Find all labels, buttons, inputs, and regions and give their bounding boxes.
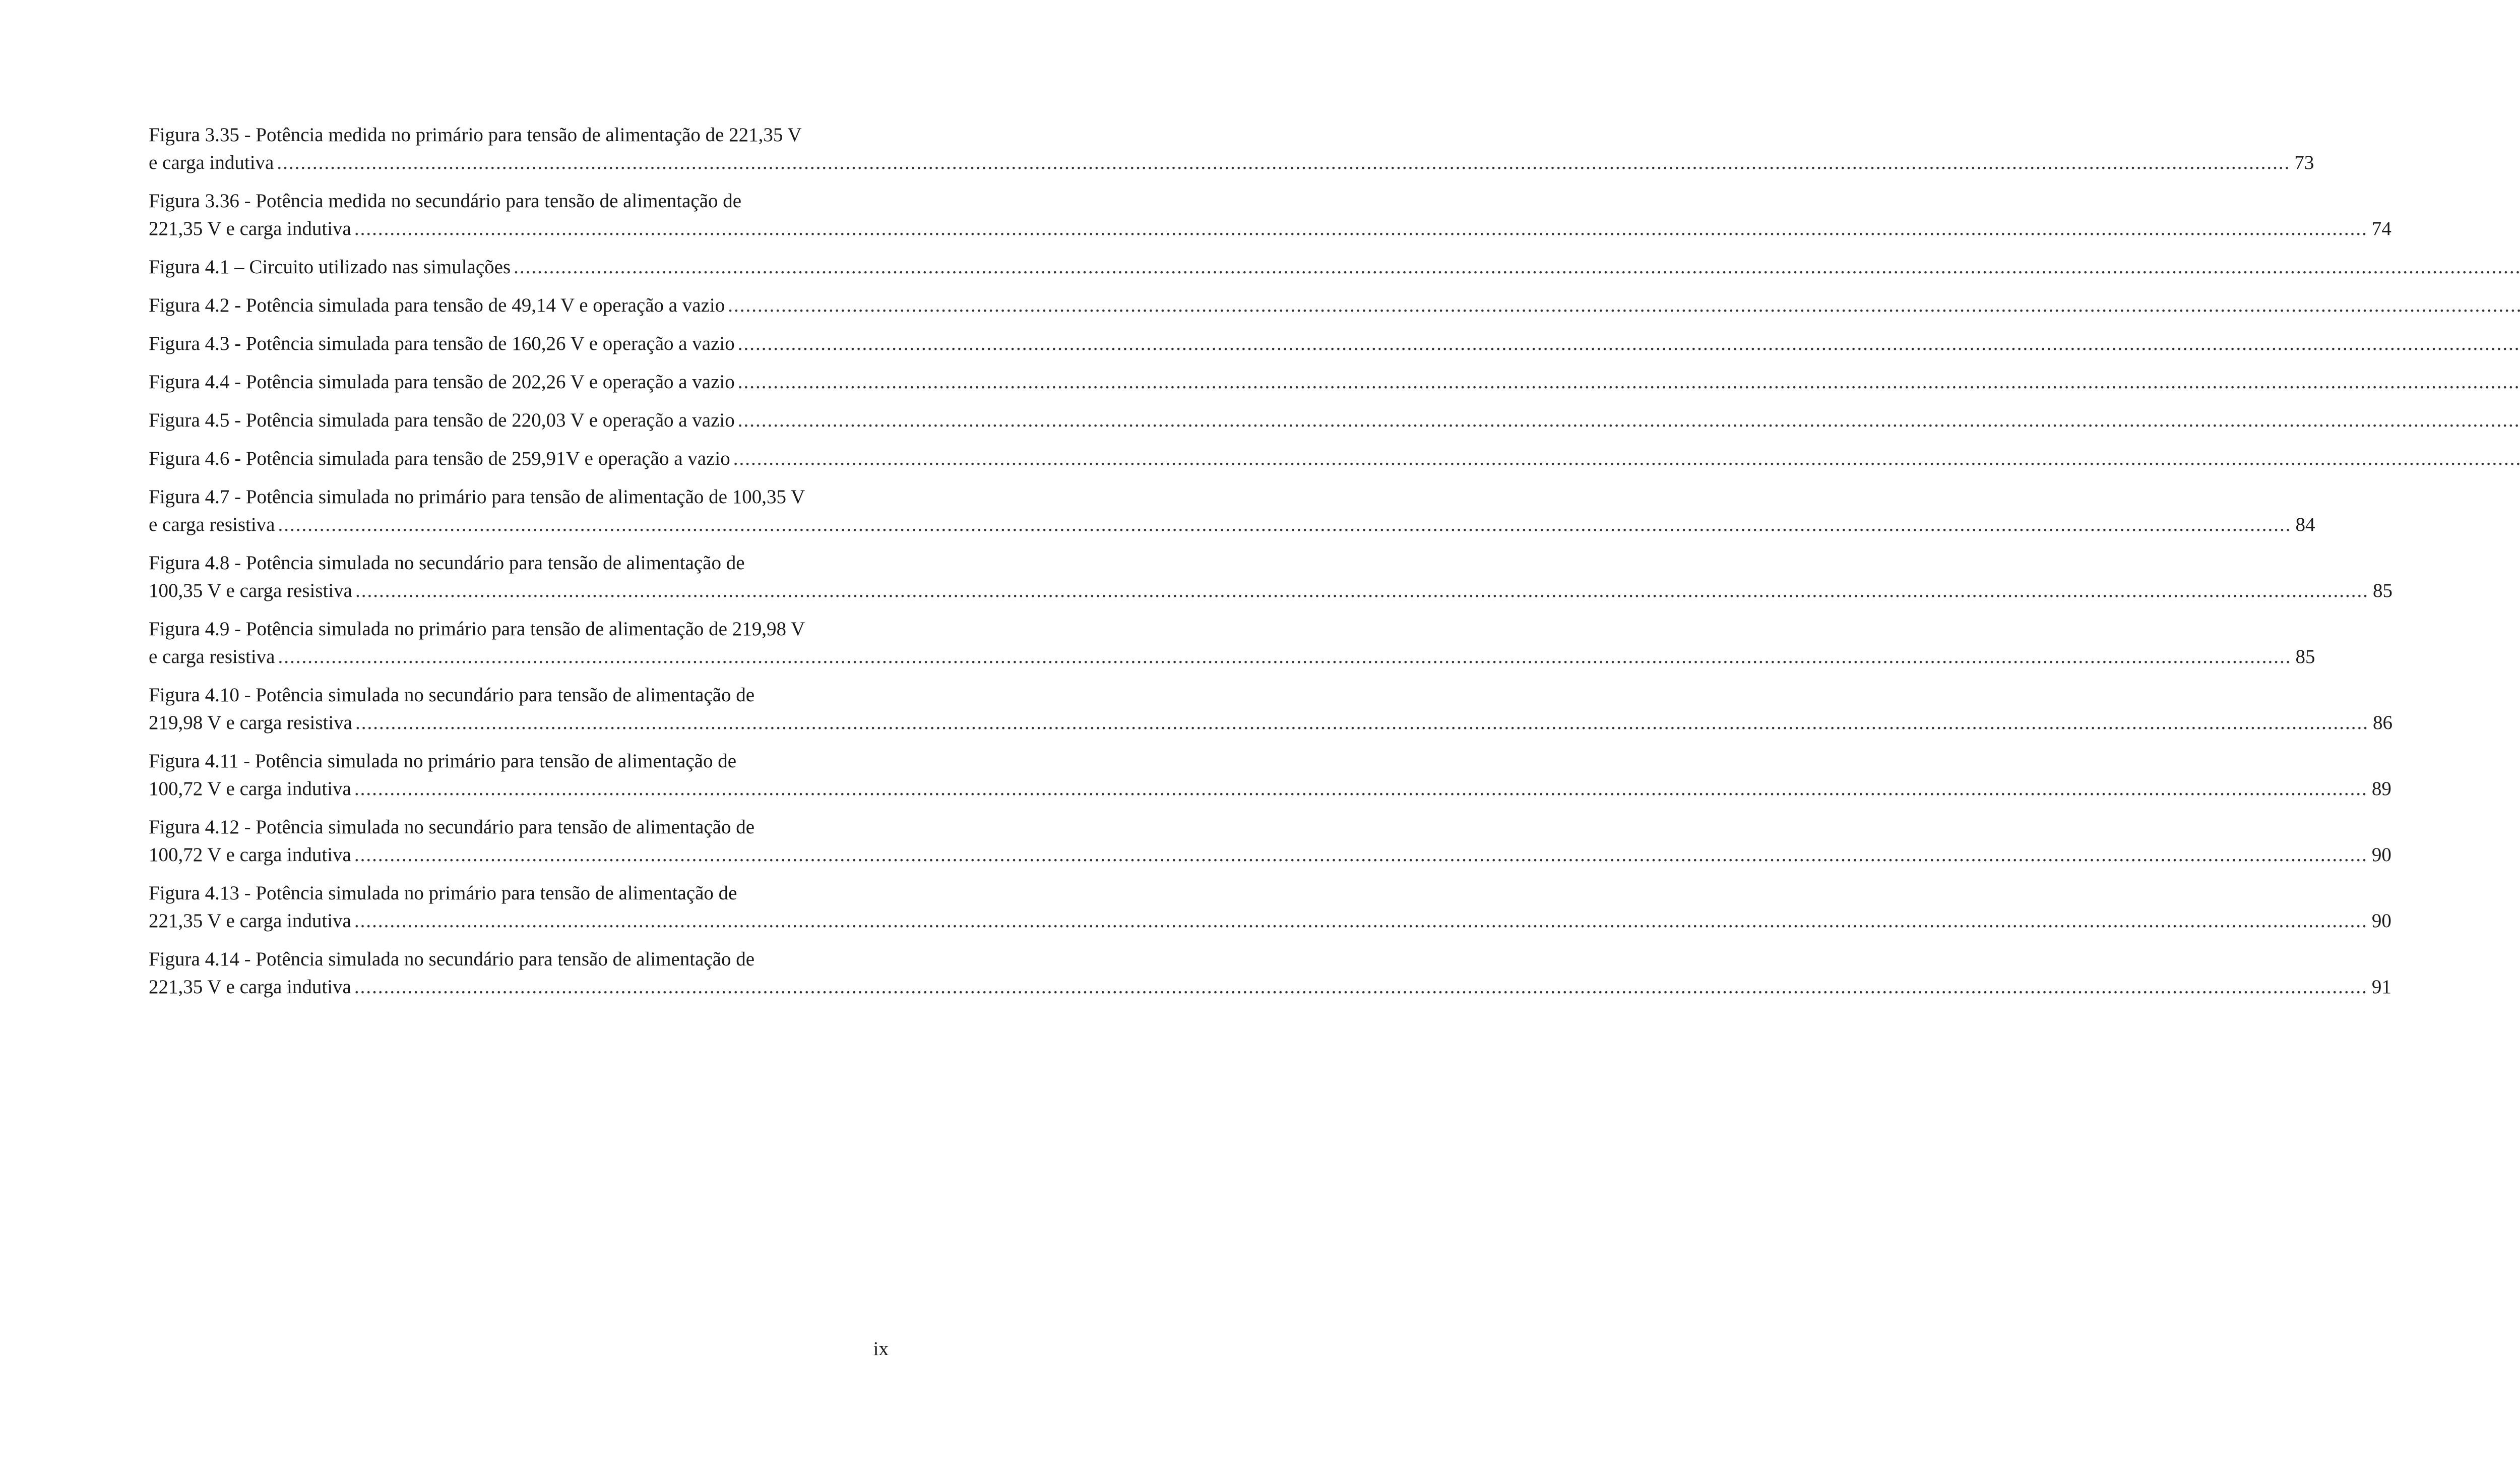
- dot-leader: [354, 973, 2368, 1001]
- toc-entry[interactable]: [149, 747, 2391, 803]
- dot-leader: [514, 253, 2520, 281]
- toc-entry-last-line: [149, 841, 2391, 869]
- toc-entry-last-line: [149, 907, 2391, 935]
- toc-entry[interactable]: [149, 368, 887, 396]
- toc-entry-text: 100,72 V e carga indutiva: [149, 778, 351, 800]
- toc-entry[interactable]: [149, 187, 2391, 242]
- toc-page-number: 85: [2373, 580, 2392, 601]
- toc-entry-text: e carga resistiva: [149, 646, 275, 667]
- toc-entry-text: Figura 4.14 - Potência simulada no secundário para tensão de alimentação de: [149, 948, 755, 970]
- toc-page-number: 85: [2295, 646, 2315, 667]
- toc-entry[interactable]: [149, 445, 887, 472]
- toc-entry[interactable]: [149, 291, 887, 319]
- toc-page-number: 84: [2295, 514, 2315, 535]
- toc-entry-text: Figura 4.3 - Potência simulada para tensão de 160,26 V e operação a vazio: [149, 333, 735, 354]
- toc-entry-text: Figura 4.6 - Potência simulada para tensão de 259,91V e operação a vazio: [149, 448, 730, 469]
- dot-leader: [738, 406, 2520, 434]
- toc-page-number: 90: [2371, 844, 2391, 866]
- toc-entry-text: Figura 4.10 - Potência simulada no secundário para tensão de alimentação de: [149, 684, 755, 706]
- toc-entry[interactable]: [149, 549, 2392, 604]
- toc-entry-last-line: [149, 149, 2314, 176]
- toc-entry-text: Figura 4.7 - Potência simulada no primário para tensão de alimentação de 100,35 V: [149, 486, 805, 508]
- toc-entry-last-line: [149, 406, 887, 434]
- toc-entry-last-line: [149, 775, 2391, 803]
- toc-entry[interactable]: [149, 330, 887, 357]
- toc-entry-text: Figura 4.4 - Potência simulada para tensão de 202,26 V e operação a vazio: [149, 371, 735, 393]
- toc-entry-text: Figura 4.5 - Potência simulada para tensão de 220,03 V e operação a vazio: [149, 409, 735, 431]
- dot-leader: [354, 215, 2368, 242]
- toc-entry-last-line: [149, 511, 2315, 538]
- page-number: ix: [873, 1338, 889, 1360]
- toc-entry[interactable]: [149, 945, 2391, 1001]
- toc-entry-text: Figura 4.8 - Potência simulada no secundário para tensão de alimentação de: [149, 552, 745, 574]
- toc-entry-last-line: [149, 643, 2315, 671]
- toc-page-number: 86: [2373, 712, 2392, 734]
- toc-page-number: 73: [2294, 152, 2314, 173]
- dot-leader: [738, 368, 2520, 396]
- toc-entry-last-line: [149, 973, 2391, 1001]
- toc-entry[interactable]: [149, 406, 887, 434]
- toc-page-number: 91: [2371, 976, 2391, 998]
- toc-entry-last-line: [149, 253, 887, 281]
- toc-entry-text: 219,98 V e carga resistiva: [149, 712, 352, 734]
- dot-leader: [355, 709, 2369, 737]
- toc-entry-text: Figura 4.13 - Potência simulada no primário para tensão de alimentação de: [149, 882, 737, 904]
- toc-entry-last-line: [149, 709, 2392, 737]
- toc-entry-last-line: [149, 291, 887, 319]
- toc-entry-last-line: [149, 330, 887, 357]
- toc-page-number: 74: [2371, 218, 2391, 239]
- toc-entry[interactable]: [149, 253, 887, 281]
- toc-entry-text: 100,72 V e carga indutiva: [149, 844, 351, 866]
- toc-entry-text: Figura 4.12 - Potência simulada no secundário para tensão de alimentação de: [149, 816, 755, 838]
- toc-entry[interactable]: [149, 879, 2391, 935]
- toc-entry[interactable]: [149, 121, 2314, 176]
- dot-leader: [728, 291, 2520, 319]
- toc-entry-text: 221,35 V e carga indutiva: [149, 976, 351, 998]
- toc-entry-text: 221,35 V e carga indutiva: [149, 910, 351, 932]
- dot-leader: [354, 775, 2368, 803]
- toc-page-number: 90: [2371, 910, 2391, 932]
- dot-leader: [354, 841, 2368, 869]
- toc-entry[interactable]: [149, 813, 2391, 869]
- toc-entry-text: Figura 4.2 - Potência simulada para tensão de 49,14 V e operação a vazio: [149, 294, 725, 316]
- dot-leader: [355, 577, 2369, 604]
- toc-entry[interactable]: [149, 615, 2315, 671]
- toc-entry-text: e carga indutiva: [149, 152, 274, 173]
- toc-entry-last-line: [149, 368, 887, 396]
- list-of-figures: [149, 121, 2392, 1011]
- toc-entry-text: Figura 3.35 - Potência medida no primário para tensão de alimentação de 221,35 V: [149, 124, 802, 146]
- toc-entry-text: e carga resistiva: [149, 514, 275, 535]
- dot-leader: [733, 445, 2520, 472]
- dot-leader: [277, 149, 2290, 176]
- toc-entry-last-line: [149, 577, 2392, 604]
- dot-leader: [738, 330, 2520, 357]
- toc-entry-text: 221,35 V e carga indutiva: [149, 218, 351, 239]
- toc-entry-last-line: [149, 215, 2391, 242]
- dot-leader: [354, 907, 2368, 935]
- toc-entry-text: Figura 4.11 - Potência simulada no primário para tensão de alimentação de: [149, 750, 737, 772]
- toc-entry-text: 100,35 V e carga resistiva: [149, 580, 352, 601]
- toc-entry-last-line: [149, 445, 887, 472]
- toc-entry[interactable]: [149, 483, 2315, 538]
- toc-page-number: 89: [2371, 778, 2391, 800]
- dot-leader: [278, 511, 2292, 538]
- toc-entry-text: Figura 4.9 - Potência simulada no primário para tensão de alimentação de 219,98 V: [149, 618, 805, 640]
- dot-leader: [278, 643, 2292, 671]
- toc-entry-text: Figura 4.1 – Circuito utilizado nas simulações: [149, 256, 511, 278]
- toc-entry-text: Figura 3.36 - Potência medida no secundário para tensão de alimentação de: [149, 190, 742, 212]
- toc-entry[interactable]: [149, 681, 2392, 737]
